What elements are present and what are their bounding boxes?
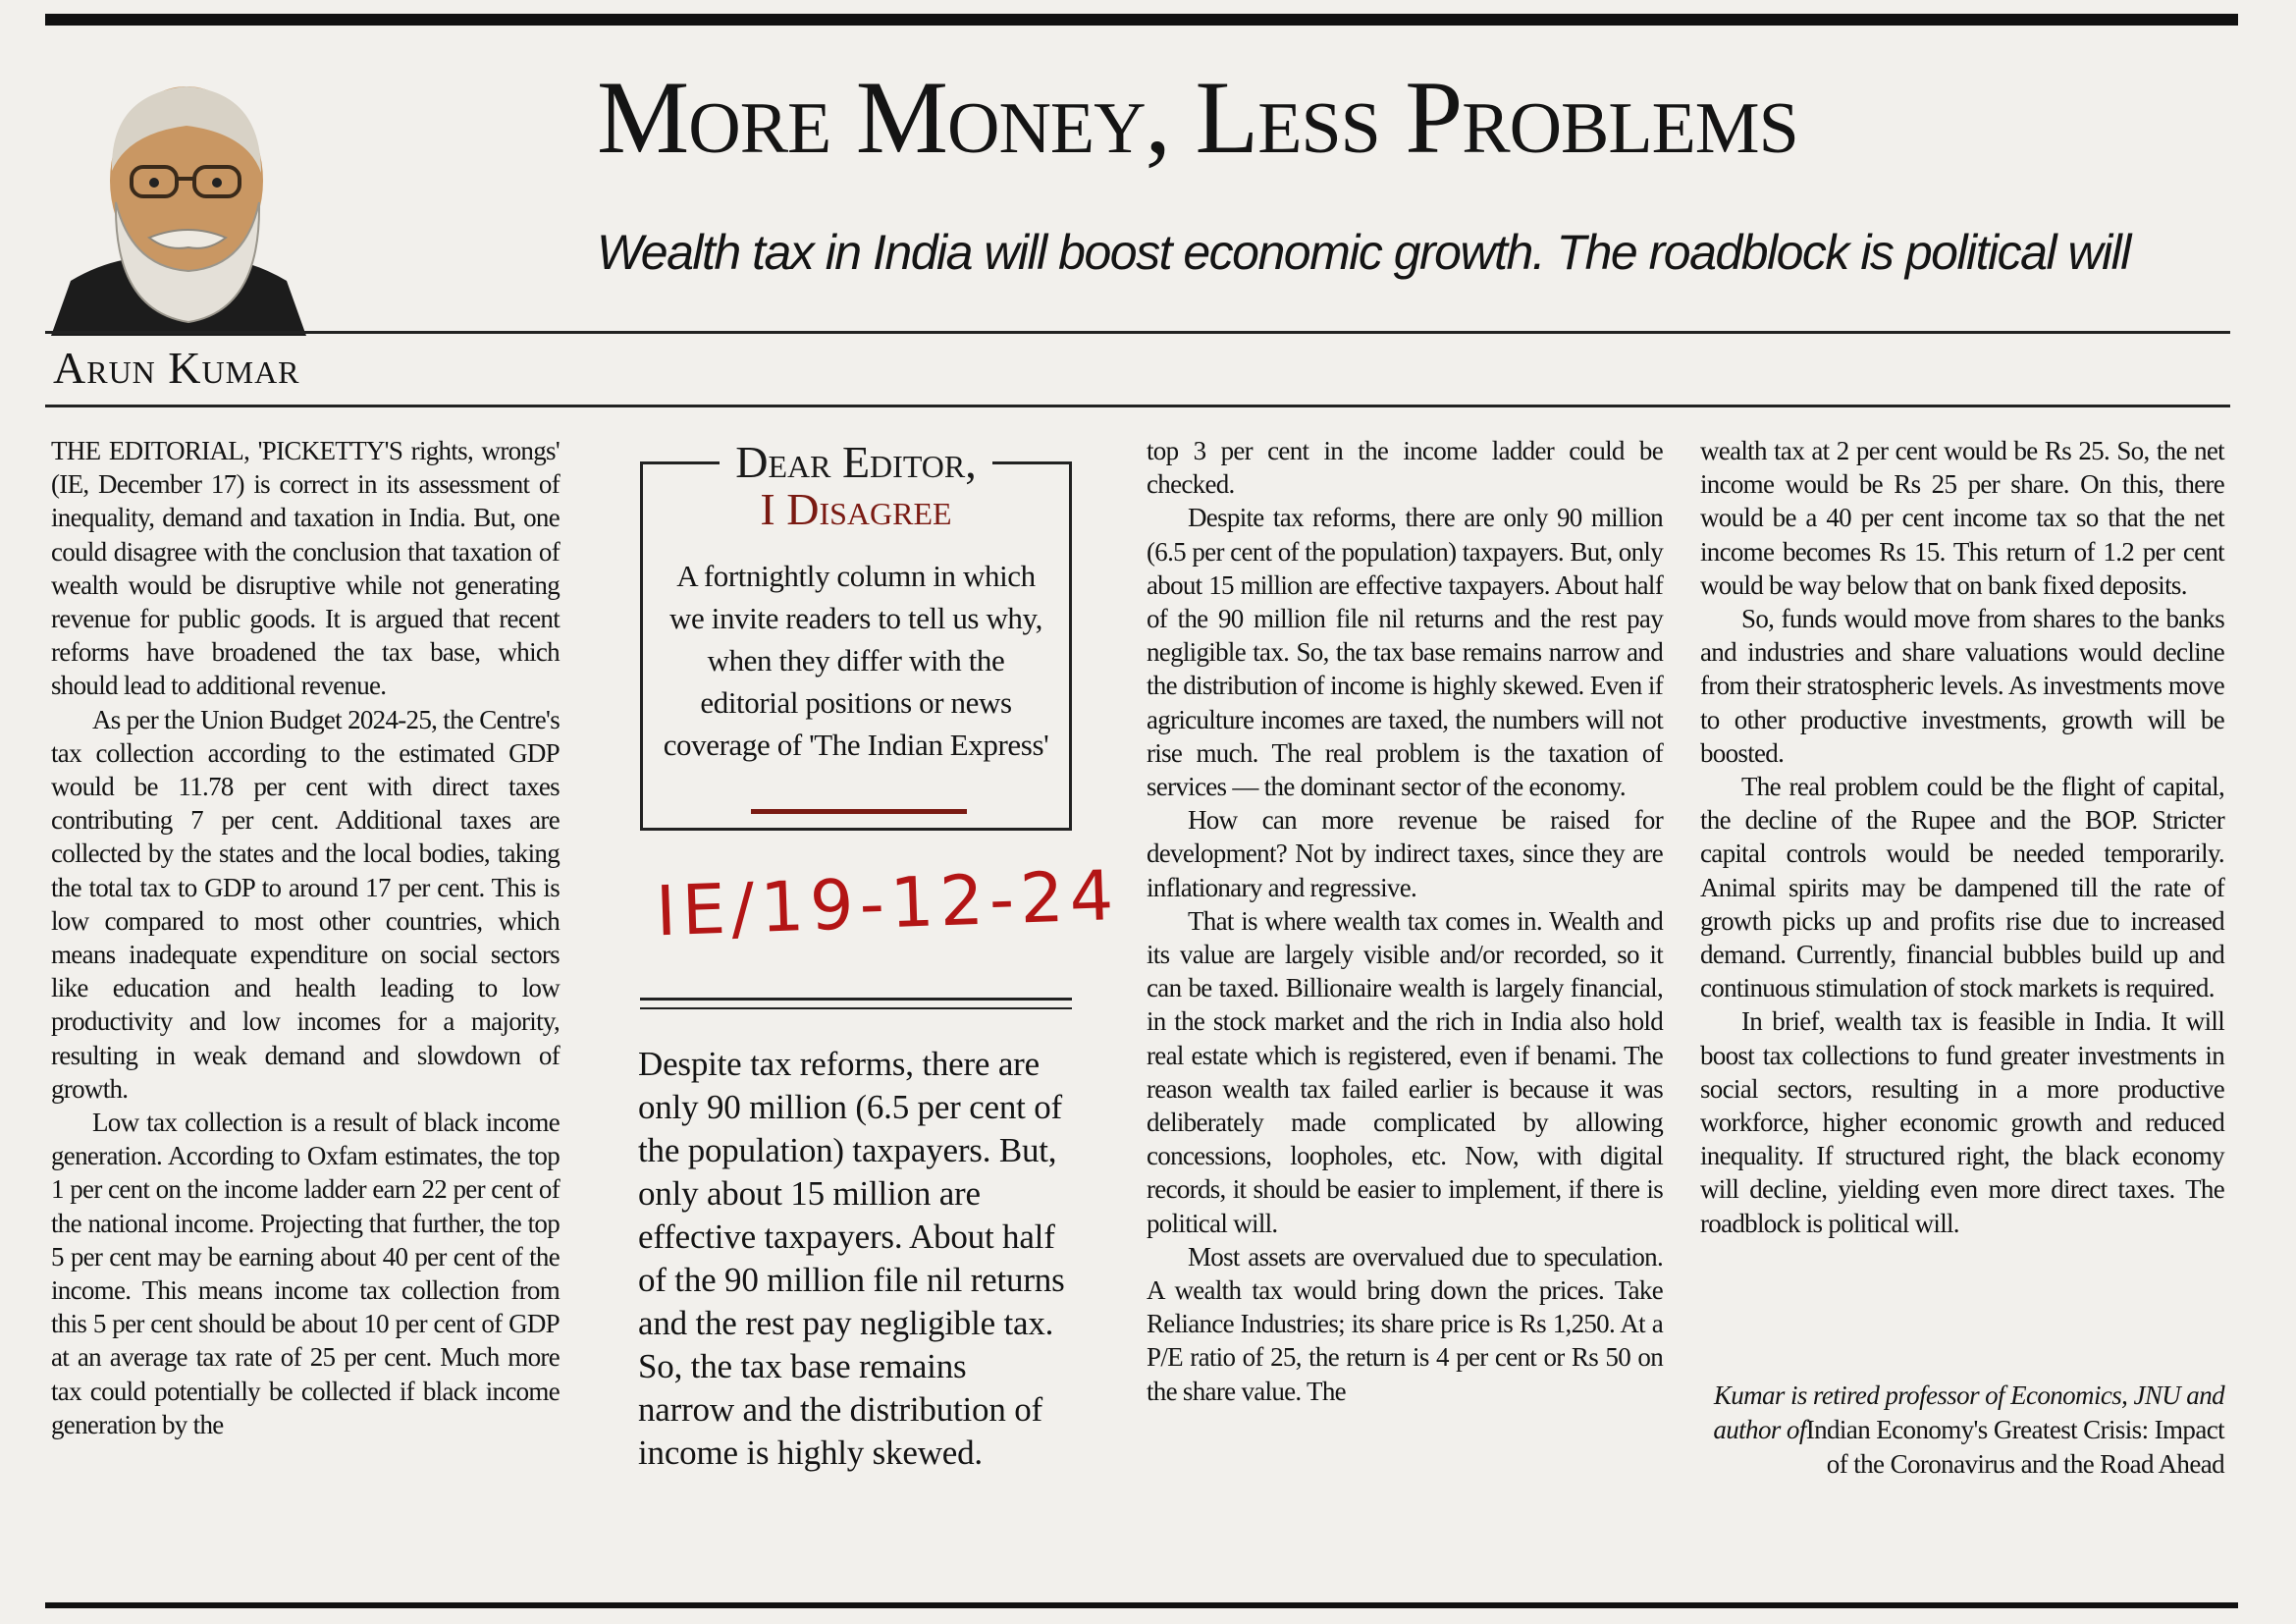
body-column-4	[1700, 434, 2224, 1240]
headline: More Money, Less Problems	[597, 60, 1798, 175]
pullquote-rule	[640, 1007, 1072, 1009]
deck: Wealth tax in India will boost economic growth. The roadblock is political will	[597, 225, 2130, 280]
body-column-1	[51, 434, 560, 1441]
paragraph: How can more revenue be raised for development? Not by indirect taxes, since they are inflationary and regressive.	[1147, 805, 1663, 902]
panel-title-line-2: I Disagree	[760, 484, 952, 534]
panel-description: A fortnightly column in which we invite readers to tell us why, when they differ with the editorial positions or news coverage of 'The Indian Express'	[663, 559, 1049, 762]
paragraph: THE EDITORIAL, 'PICKETTY'S rights, wrongs' (IE, December 17) is correct in its assessment of inequality, demand and taxation in India. But, one could disagree with the conclusion that taxation of wealth would be disruptive while not generating revenue for public goods. It is argued that recent reforms have broadened the tax base, which should lead to additional revenue.	[51, 436, 560, 701]
paragraph: As per the Union Budget 2024-25, the Centre's tax collection according to the estimated GDP would be 11.78 per cent with direct taxes contributing 7 per cent. Additional taxes are collected by the states and the local bodies, taking the total tax to GDP to around 17 per cent. This is low compared to most other countries, which means inadequate expenditure on social sectors like education and health leading to low productivity and low incomes for a majority, resulting in weak demand and slowdown of growth.	[51, 704, 560, 1104]
top-rule	[45, 14, 2238, 26]
paragraph: In brief, wealth tax is feasible in India. It will boost tax collections to fund greater investments in social sectors, resulting in a more productive workforce, higher economic growth and reduced inequality. If structured right, the black economy will decline, yielding even more direct taxes. The roadblock is political will.	[1700, 1006, 2224, 1238]
divider-rule	[45, 405, 2230, 407]
paragraph: wealth tax at 2 per cent would be Rs 25. So, the net income would be Rs 25 per share. On this, there would be a 40 per cent income tax so that the net income becomes Rs 15. This return of 1.2 per cent would be way below that on bank fixed deposits.	[1700, 436, 2224, 600]
body-column-3	[1147, 434, 1663, 1408]
paragraph: Despite tax reforms, there are only 90 million (6.5 per cent of the population) taxpayers. But, only about 15 million are effective taxpayers. About half of the 90 million file nil returns and the rest pay negligible tax. So, the tax base remains narrow and the distribution of income is highly skewed. Even if agriculture incomes are taxed, the numbers will not rise much. The real problem is the taxation of services — the dominant sector of the economy.	[1147, 503, 1663, 802]
book-title: Indian Economy's Greatest Crisis: Impact of the Coronavirus and the Road Ahead	[1805, 1415, 2224, 1479]
paragraph: The real problem could be the flight of capital, the decline of the Rupee and the BOP. Stricter capital controls would be needed temporarily. Animal spirits may be dampened till the rate of growth picks up and profits rise due to increased demand. Currently, financial bubbles build up and continuous stimulation of stock markets is required.	[1700, 772, 2224, 1003]
handwritten-date-note: IE/19-12-24	[654, 854, 1121, 952]
paragraph: That is where wealth tax comes in. Wealth and its value are largely visible and/or recorded, so it can be taxed. Billionaire wealth is largely financial, in the stock market and the rich in India also hold real estate which is registered, even if benami. The reason wealth tax failed earlier is because it was deliberately made complicated by allowing concessions, loopholes, etc. Now, with digital records, it should be easier to implement, if there is political will.	[1147, 905, 1663, 1238]
paragraph: So, funds would move from shares to the banks and industries and share valuations would decline from their stratospheric levels. As investments move to other productive investments, growth will be boosted.	[1700, 604, 2224, 768]
dear-editor-panel	[640, 437, 1072, 831]
paragraph: Low tax collection is a result of black income generation. According to Oxfam estimates, the top 1 per cent on the income ladder earn 22 per cent of the national income. Projecting that further, the top 5 per cent may be earning about 40 per cent of the income. This means income tax collection from this 5 per cent should be about 10 per cent of GDP at an average tax rate of 25 per cent. Much more tax could potentially be collected if black income generation by the	[51, 1108, 560, 1439]
author-bio-text: Kumar is retired professor of Economics, JNU and author of	[1713, 1380, 2224, 1444]
paragraph: Most assets are overvalued due to speculation. A wealth tax would bring down the prices. Take Reliance Industries; its share price is Rs 1,250. At a P/E ratio of 25, the return is 4 per cent or Rs 50 on the share value. The	[1147, 1241, 1663, 1406]
author-bio	[1700, 1379, 2224, 1482]
bottom-rule	[45, 1602, 2238, 1608]
pullquote-rule	[640, 998, 1072, 1001]
author-portrait	[51, 65, 306, 336]
panel-accent-bar	[751, 809, 967, 814]
panel-title	[643, 439, 1069, 533]
divider-rule	[45, 331, 2230, 334]
panel-title-line-1: Dear Editor,	[720, 437, 992, 487]
paragraph: top 3 per cent in the income ladder could be checked.	[1147, 436, 1663, 500]
byline: Arun Kumar	[53, 343, 300, 393]
pull-quote: Despite tax reforms, there are only 90 million (6.5 per cent of the population) taxpayers. But, only about 15 million are effective taxpayers. About half of the 90 million file nil returns and the rest pay negligible tax. So, the tax base remains narrow and the distribution of income is highly skewed.	[638, 1045, 1065, 1472]
